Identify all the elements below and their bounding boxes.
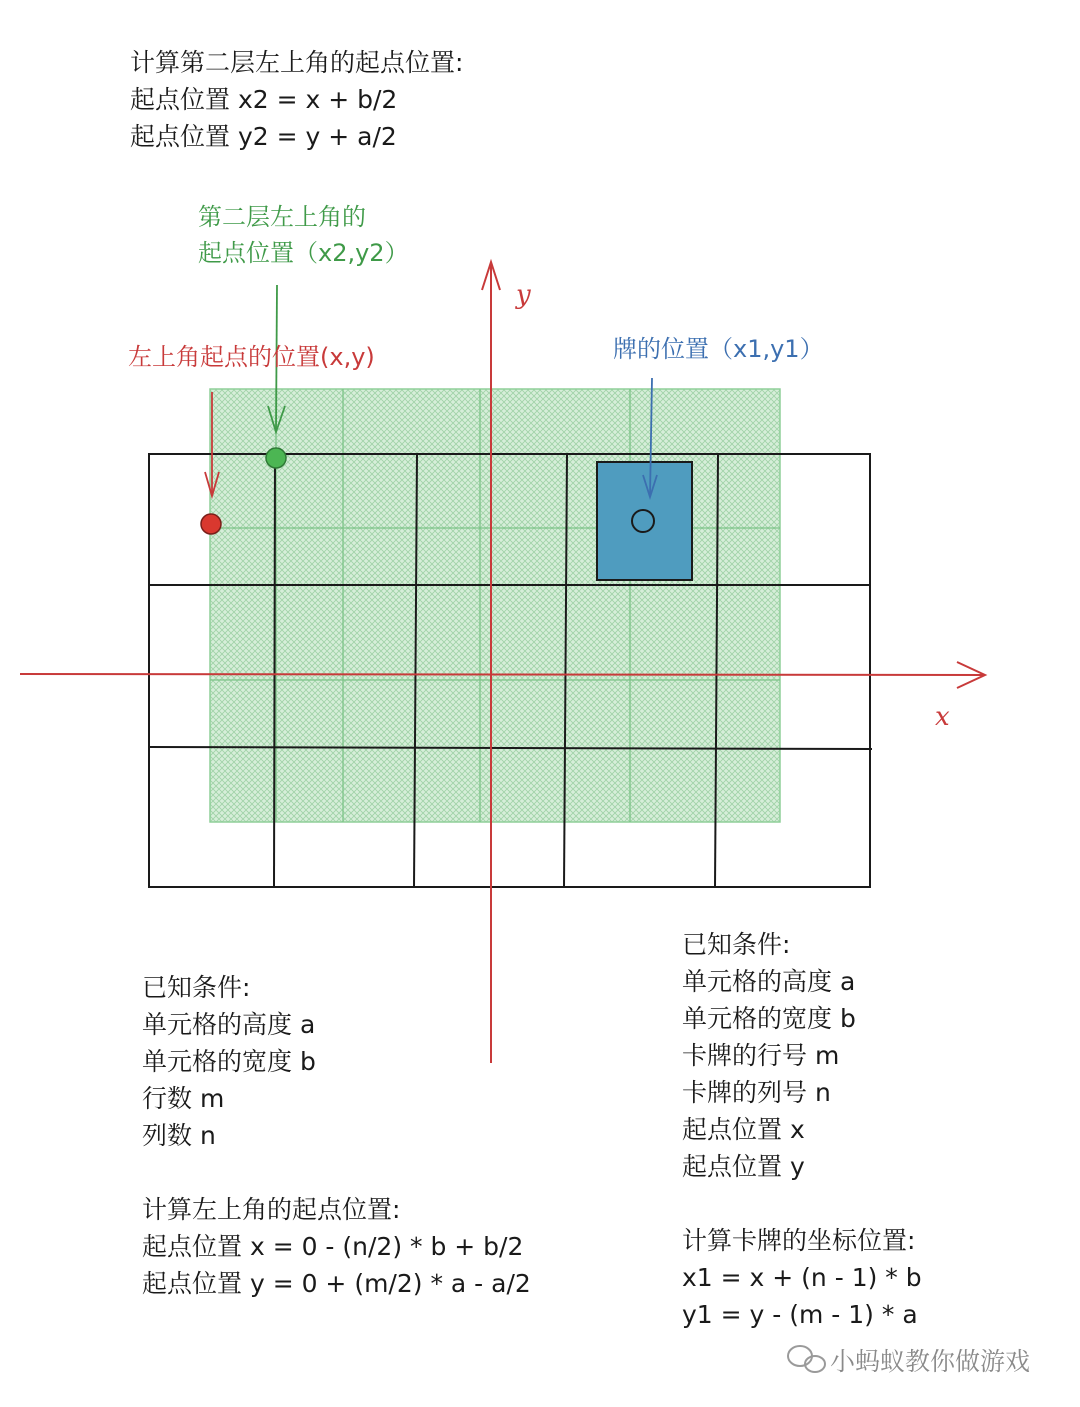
watermark-text: 小蚂蚁教你做游戏 — [830, 1347, 1031, 1376]
top-line-3: 起点位置 y2 = y + a/2 — [130, 122, 397, 151]
left-line-7: 计算左上角的起点位置: — [142, 1195, 401, 1224]
left-line-1: 已知条件: — [142, 973, 251, 1002]
right-spacer — [682, 1185, 922, 1222]
left-line-9: 起点位置 y = 0 + (m/2) * a - a/2 — [142, 1269, 531, 1298]
left-line-8: 起点位置 x = 0 - (n/2) * b + b/2 — [142, 1232, 524, 1261]
right-line-3: 单元格的宽度 b — [682, 1004, 856, 1033]
right-info-block — [682, 926, 922, 1333]
left-info-block — [142, 969, 531, 1302]
left-spacer — [142, 1154, 531, 1191]
x-axis-label: x — [935, 702, 950, 732]
y-axis-label: y — [516, 280, 531, 310]
right-line-2: 单元格的高度 a — [682, 967, 856, 996]
left-line-2: 单元格的高度 a — [142, 1010, 316, 1039]
top-left-start-dot — [201, 514, 221, 534]
right-line-6: 起点位置 x — [682, 1115, 805, 1144]
second-layer-label-line-2: 起点位置（x2,y2） — [198, 239, 409, 267]
right-line-10: x1 = x + (n - 1) * b — [682, 1263, 922, 1292]
second-layer-start-dot — [266, 448, 286, 468]
right-line-1: 已知条件: — [682, 930, 791, 959]
left-line-4: 行数 m — [142, 1084, 225, 1113]
right-line-7: 起点位置 y — [682, 1152, 805, 1181]
top-line-1: 计算第二层左上角的起点位置: — [130, 48, 464, 77]
wechat-icon — [788, 1346, 825, 1372]
top-left-label: 左上角起点的位置(x,y) — [128, 343, 375, 371]
top-line-2: 起点位置 x2 = x + b/2 — [130, 85, 398, 114]
right-line-9: 计算卡牌的坐标位置: — [682, 1226, 916, 1255]
right-line-4: 卡牌的行号 m — [682, 1041, 840, 1070]
left-line-3: 单元格的宽度 b — [142, 1047, 316, 1076]
right-line-5: 卡牌的列号 n — [682, 1078, 831, 1107]
card-label: 牌的位置（x1,y1） — [613, 335, 824, 363]
second-layer-label-line-1: 第二层左上角的 — [198, 203, 366, 231]
left-line-5: 列数 n — [142, 1121, 216, 1150]
top-formula-block — [130, 44, 463, 155]
right-line-11: y1 = y - (m - 1) * a — [682, 1300, 918, 1329]
